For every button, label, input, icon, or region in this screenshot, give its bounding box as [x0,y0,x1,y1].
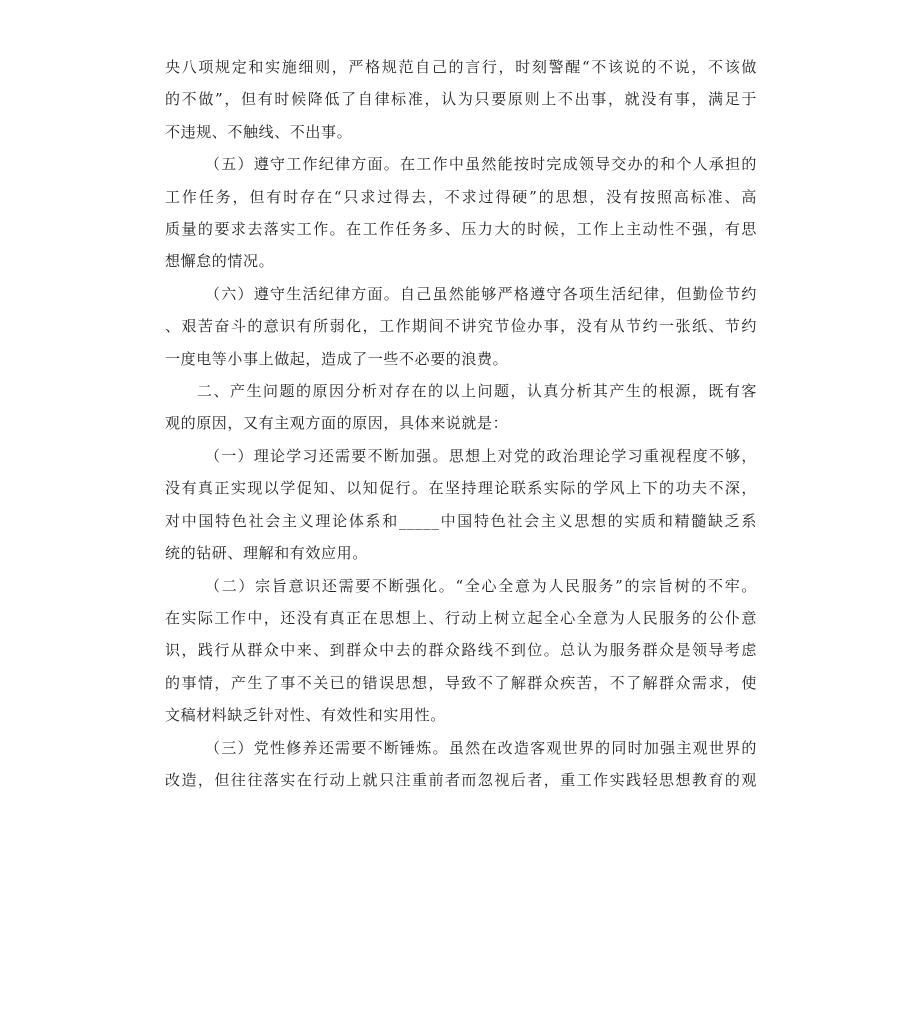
text-line: 的事情，产生了事不关已的错误思想，导致不了解群众疾苦，不了解群众需求，使 [165,673,757,692]
text-line: 改造，但往往落实在行动上就只注重前者而忽视后者，重工作实践轻思想教育的观 [165,770,757,789]
text-line: （五）遵守工作纪律方面。在工作中虽然能按时完成领导交办的和个人承担的 [205,155,757,174]
text-line: 想懈怠的情况。 [165,252,275,271]
text-line: 观的原因，又有主观方面的原因，具体来说就是： [165,414,509,433]
paragraph-theory-study [165,440,757,570]
text-line: 识，践行从群众中来、到群众中去的群众路线不到位。总认为服务群众是领导考虑 [165,641,757,660]
text-line: 文稿材料缺乏针对性、有效性和实用性。 [165,706,446,725]
text-line: 没有真正实现以学促知、以知促行。在坚持理论联系实际的学风上下的功夫不深， [165,479,757,498]
paragraph-purpose-awareness [165,570,757,732]
text-line: （二）宗旨意识还需要不断强化。“全心全意为人民服务”的宗旨树的不牢。 [205,576,757,595]
text-line: （六）遵守生活纪律方面。自己虽然能够严格遵守各项生活纪律，但勤俭节约 [205,284,757,303]
text-line: 的不做”，但有时候降低了自律标准，认为只要原则上不出事，就没有事，满足于 [165,90,757,109]
text-line: 二、产生问题的原因分析对存在的以上问题，认真分析其产生的根源，既有客 [197,382,757,401]
paragraph-party-spirit [165,732,757,797]
text-line: 在实际工作中，还没有真正在思想上、行动上树立起全心全意为人民服务的公仆意 [165,608,757,627]
text-line: 统的钻研、理解和有效应用。 [165,544,368,563]
text-line: 一度电等小事上做起，造成了一些不必要的浪费。 [165,349,509,368]
paragraph-life-discipline [165,278,757,375]
paragraph-discipline-integrity [165,51,757,148]
paragraph-cause-analysis [165,375,757,440]
text-line: （三）党性修养还需要不断锤炼。虽然在改造客观世界的同时加强主观世界的 [205,738,757,757]
text-line: 工作任务，但有时存在“只求过得去，不求过得硬”的思想，没有按照高标准、高 [165,187,757,206]
document-body [165,51,757,796]
text-line: 、艰苦奋斗的意识有所弱化，工作期间不讲究节俭办事，没有从节约一张纸、节约 [165,317,757,336]
text-line: 对中国特色社会主义理论体系和_____中国特色社会主义思想的实质和精髓缺乏系 [165,511,757,530]
text-line: 不违规、不触线、不出事。 [165,122,353,141]
paragraph-work-discipline [165,148,757,278]
text-line: （一）理论学习还需要不断加强。思想上对党的政治理论学习重视程度不够， [205,446,757,465]
text-line: 央八项规定和实施细则，严格规范自己的言行，时刻警醒“不该说的不说，不该做 [165,58,757,76]
text-line: 质量的要求去落实工作。在工作任务多、压力大的时候，工作上主动性不强，有思 [165,220,757,239]
